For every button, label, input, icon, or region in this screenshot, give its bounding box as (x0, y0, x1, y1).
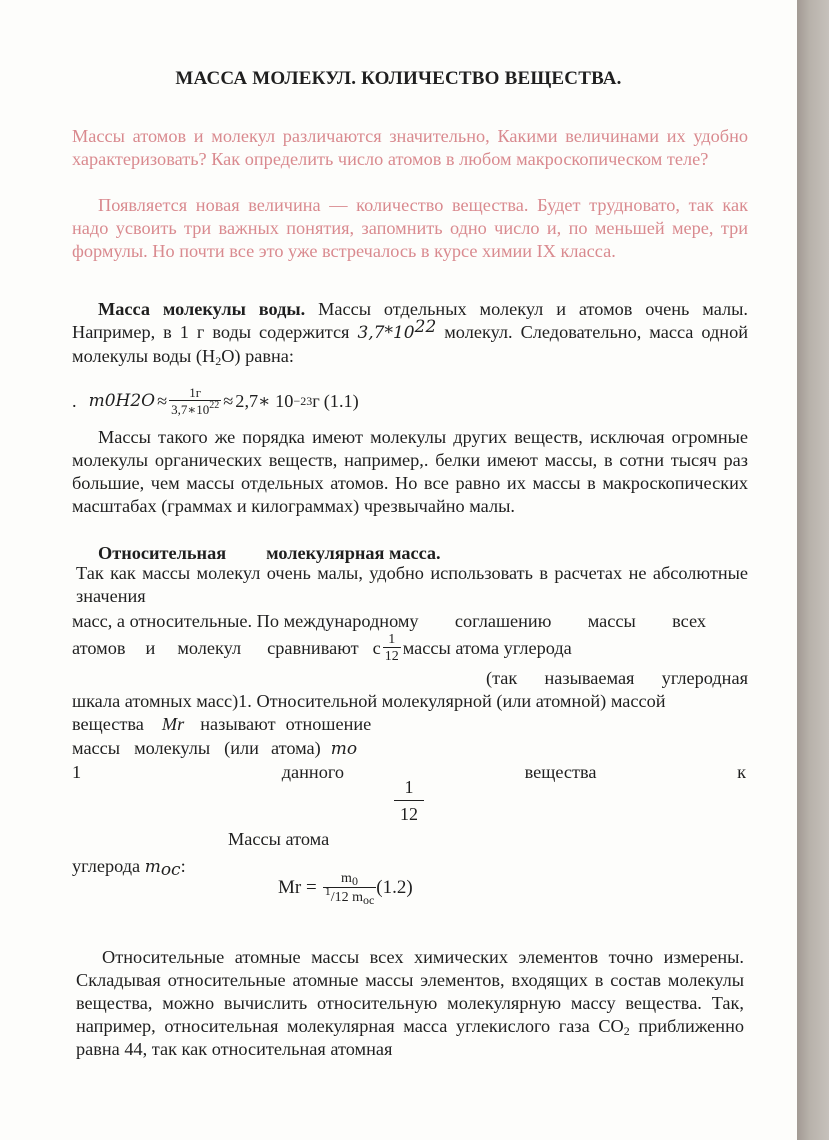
big-frac-den: 12 (400, 804, 418, 824)
organic-molecules-paragraph: Массы такого же порядка имеют молекулы других веществ, исключая огромные молекулы органических веществ, например,. белки имеют массы, в сотни тысяч раз большие, чем массы отдельных атомов. Но все равно их массы в макроскопических масштабах (граммах и килограммах) чрезвычайно малы. (72, 427, 748, 516)
approx-sign-1: ≈ (157, 390, 168, 411)
rl8-b: данного (281, 762, 345, 782)
water-text-2: молекул. Следовательно, масса одной молекулы воды (Н (72, 322, 748, 366)
relative-line-1: Так как массы молекул очень малы, удобно использовать в расчетах не абсолютные значения (76, 563, 748, 606)
rl4-b: называемая (544, 668, 635, 688)
final-text: Относительные атомные массы всех химических элементов точно измерены. Складывая относительные атомные массы элементов, входящих в состав молекулы вещества, можно вычислить относительную молекулярную массу вещества. Так, например, относительная молекулярная масса углекислого газа СО (76, 947, 744, 1036)
rl7-c: (или (224, 738, 259, 758)
relative-line-2 (72, 610, 748, 633)
relative-line-6 (72, 713, 371, 736)
rl3-f: массы атома углерода (402, 637, 572, 658)
mr-num-sub: 0 (351, 874, 358, 888)
rl2-c: массы (587, 611, 636, 631)
water-h2o-sub: 2 (215, 354, 222, 368)
heading-word-1: Относительная (98, 543, 227, 563)
rl10-m-sub: oc (160, 860, 181, 880)
fraction-numerator: 1г (189, 385, 202, 400)
rl10-colon: : (180, 856, 186, 876)
rl10-m: m (144, 857, 161, 877)
mr-den-twelve: 12 m (334, 890, 363, 905)
mr-den-one: 1 (324, 884, 331, 898)
rl6-d: отношение (285, 714, 372, 734)
rl3-a: атомов (72, 637, 126, 658)
rl10-a: углерода (72, 856, 145, 876)
page-title: МАССА МОЛЕКУЛ. КОЛИЧЕСТВО ВЕЩЕСТВА. (175, 68, 622, 89)
relative-line-5: шкала атомных масс)1. Относительной молекулярной (или атомной) массой (72, 691, 666, 711)
formula-label: (1.1) (323, 390, 359, 411)
one-twelfth-den: 12 (384, 649, 399, 664)
relative-line-10 (72, 855, 186, 879)
rl3-c: молекул (177, 637, 242, 658)
rl7-b: молекулы (134, 738, 211, 758)
formula-result-base: 2,7∗ 10 (235, 390, 294, 411)
mr-numerator (339, 870, 360, 887)
rl4-a: (так (486, 668, 518, 688)
one-twelfth-fraction (383, 632, 401, 664)
final-co2-sub: 2 (623, 1024, 630, 1038)
mr-num-m: m (341, 871, 352, 886)
mr-lhs: Mr = (278, 877, 317, 898)
mr-den-sub: oc (362, 893, 375, 907)
page-shadow-edge (797, 0, 829, 1140)
approx-sign-2: ≈ (223, 390, 234, 411)
water-molecule-paragraph (72, 298, 748, 368)
rl6-a: вещества (72, 714, 144, 734)
relative-line-3 (72, 632, 572, 664)
big-frac-num: 1 (404, 777, 414, 797)
rl3-e: с (372, 637, 381, 658)
formula-1-2 (278, 870, 413, 906)
rl6-mr: Mr (161, 714, 185, 734)
denominator-base: 3,7∗10 (171, 402, 210, 417)
rl6-c: называют (200, 714, 276, 734)
formula-1-1: . m 0H2O ≈ $\frac{1г}{3,7∗10^{22}}$ ≈ 2,7∗ 10 −23 г (1.1) (72, 385, 359, 417)
rl3-d: сравнивают (267, 637, 359, 658)
formula-unit: г (312, 390, 320, 411)
intro-paragraph-questions: Массы атомов и молекул различаются значительно, Какими величинами их удобно характеризовать? Как определить число атомов в любом макроскопическом теле? (72, 126, 748, 169)
formula-lhs: m (88, 390, 105, 411)
relative-line-9: Массы атома (228, 829, 330, 849)
mr-fraction (323, 870, 377, 906)
heading-word-2: молекулярная масса. (266, 543, 441, 563)
denominator-exp: 22 (209, 400, 220, 411)
water-text-3: О) равна: (221, 346, 294, 366)
rl7-m: m (330, 739, 347, 759)
rl2-d: всех (672, 611, 706, 631)
rl3-b: и (145, 637, 156, 658)
rl2-a: масс, а относительные. По международному (72, 611, 419, 631)
rl7-a: массы (72, 738, 121, 758)
rl7-d: атома) (270, 738, 321, 758)
rl8-d: к (737, 762, 746, 782)
water-heading: Масса молекулы воды. (98, 299, 306, 319)
big-frac-bar (394, 800, 424, 801)
rl4-c: углеродная (661, 668, 748, 688)
formula-fraction (169, 385, 221, 417)
mr-denominator: $^1$/12 $m_{oc}$ (324, 884, 375, 907)
big-one-twelfth-fraction (394, 776, 424, 825)
water-count-exp: 22 (414, 317, 437, 337)
relative-line-4 (486, 667, 748, 690)
one-twelfth-num: 1 (388, 632, 396, 647)
final-paragraph (76, 946, 744, 1061)
relative-line-7: массы молекулы (или атома) m o (72, 738, 358, 759)
rl8-a: 1 (72, 762, 82, 782)
water-count-base: 3,7*10 (357, 323, 415, 343)
formula-dot: . (72, 390, 77, 411)
mr-label: (1.2) (376, 877, 413, 898)
rl8-c: вещества (524, 762, 597, 782)
rl2-b: соглашению (454, 611, 552, 631)
water-text-1: Массы отдельных молекул и атомов очень малы. Например, в 1 г воды содержится (72, 299, 748, 342)
intro-paragraph-new-quantity: Появляется новая величина — количество вещества. Будет трудновато, так как надо усвоить три важных понятия, запомнить одно число и, по меньшей мере, три формулы. Но почти все это уже встречалось в курсе химии IX класса. (72, 195, 748, 261)
final-text-end: приближенно равна 44, так как относительная атомная (76, 1016, 744, 1059)
fraction-denominator (169, 400, 221, 417)
